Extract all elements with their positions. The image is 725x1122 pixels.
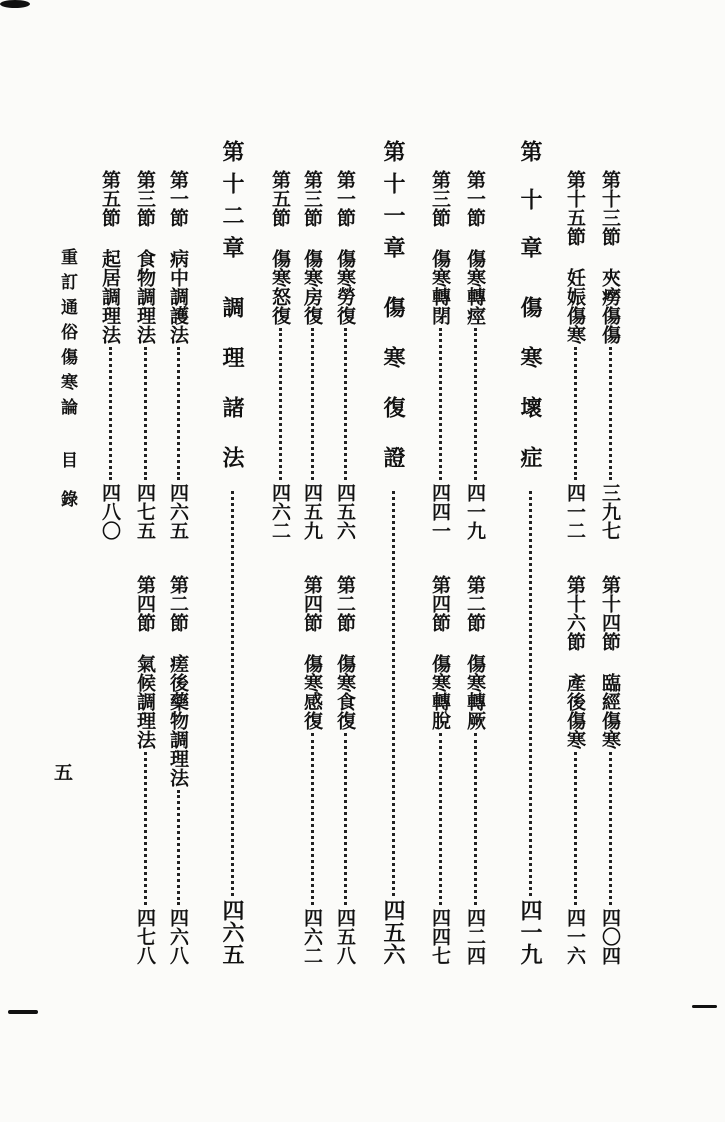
chapter-label: 第十二章: [219, 140, 245, 268]
section-title: 食物調理法: [134, 249, 156, 344]
section-page: 四七八: [134, 908, 156, 965]
section-page: 四八〇: [99, 483, 121, 540]
section-title: 起居調理法: [99, 249, 121, 344]
section-title: 傷寒感復: [301, 654, 323, 730]
dot-leader: [311, 328, 314, 480]
running-header: [52, 248, 80, 529]
section-entry: [131, 575, 159, 965]
section-entry: [298, 170, 326, 540]
chapter-entry: [516, 140, 544, 965]
section-entry: [164, 575, 192, 965]
section-label: 第三節: [301, 170, 323, 227]
section-page: 四〇四: [599, 908, 621, 965]
section-label: 第四節: [429, 575, 451, 632]
section-page: 四六二: [269, 483, 291, 540]
chapter-label: 第十一章: [380, 140, 406, 268]
scan-smudge: [8, 1010, 38, 1014]
section-label: 第二節: [464, 575, 486, 632]
section-title: 病中調護法: [167, 249, 189, 344]
dot-leader: [529, 491, 532, 896]
section-title: 傷寒勞復: [334, 249, 356, 325]
section-page: 四五六: [334, 483, 356, 540]
dot-leader: [144, 752, 147, 905]
section-title: 傷寒房復: [301, 249, 323, 325]
dot-leader: [177, 790, 180, 905]
section-label: 第五節: [99, 170, 121, 227]
dot-leader: [344, 733, 347, 905]
section-title: 傷寒轉厥: [464, 654, 486, 730]
section-label: 第十三節: [599, 170, 621, 246]
section-title: 傷寒怒復: [269, 249, 291, 325]
chapter-entry: [379, 140, 407, 965]
section-entry: [131, 170, 159, 540]
section-entry: [426, 575, 454, 965]
section-entry: [331, 170, 359, 540]
dot-leader: [474, 733, 477, 905]
section-title: 產後傷寒: [564, 673, 586, 749]
chapter-page: 四五六: [380, 899, 406, 965]
dot-leader: [311, 733, 314, 905]
section-title: 妊娠傷寒: [564, 268, 586, 344]
dot-leader: [144, 347, 147, 480]
section-label: 第一節: [334, 170, 356, 227]
section-title: 傷寒轉脫: [429, 654, 451, 730]
section-title: 傷寒轉閉: [429, 249, 451, 325]
book-title: 重訂通俗傷寒論: [57, 248, 77, 423]
section-page: 四六八: [167, 908, 189, 965]
dot-leader: [231, 491, 234, 896]
section-title: 夾癆傷傷: [599, 268, 621, 344]
section-entry: [266, 170, 294, 540]
dot-leader: [574, 347, 577, 480]
section-label: 第四節: [134, 575, 156, 632]
section-label: 第二節: [167, 575, 189, 632]
section-label: 第四節: [301, 575, 323, 632]
section-entry: [561, 575, 589, 965]
section-label: 第十六節: [564, 575, 586, 651]
dot-leader: [474, 328, 477, 480]
scan-smudge: [0, 0, 30, 8]
section-entry: [461, 575, 489, 965]
section-title: 瘥後藥物調理法: [167, 654, 189, 787]
section-page: 四二四: [464, 908, 486, 965]
section-entry: [561, 170, 589, 540]
section-entry: [596, 575, 624, 965]
dot-leader: [177, 347, 180, 480]
dot-leader: [109, 347, 112, 480]
section-entry: [426, 170, 454, 540]
chapter-page: 四一九: [517, 899, 543, 965]
scan-smudge: [692, 1005, 717, 1008]
dot-leader: [344, 328, 347, 480]
section-entry: [298, 575, 326, 965]
section-label: 第三節: [429, 170, 451, 227]
section-page: 四一二: [564, 483, 586, 540]
section-entry: [596, 170, 624, 540]
dot-leader: [392, 491, 395, 896]
section-page: 四五八: [334, 908, 356, 965]
section-page: 四四一: [429, 483, 451, 540]
dot-leader: [439, 328, 442, 480]
section-page: 三九七: [599, 483, 621, 540]
section-entry: [461, 170, 489, 540]
section-label: 第十五節: [564, 170, 586, 246]
section-label: 第十四節: [599, 575, 621, 651]
section-label: 第二節: [334, 575, 356, 632]
section-page: 四五九: [301, 483, 323, 540]
section-page: 四一九: [464, 483, 486, 540]
section-title: 傷寒轉痙: [464, 249, 486, 325]
section-entry: [164, 170, 192, 540]
section-title: 傷寒食復: [334, 654, 356, 730]
section-entry: [331, 575, 359, 965]
section-label: 第一節: [464, 170, 486, 227]
dot-leader: [574, 752, 577, 905]
section-page: 四一六: [564, 908, 586, 965]
chapter-page: 四六五: [219, 899, 245, 965]
section-label: 第三節: [134, 170, 156, 227]
page-number: 五: [54, 762, 74, 784]
section-title: 目錄: [57, 451, 77, 529]
section-title: 臨經傷寒: [599, 673, 621, 749]
dot-leader: [279, 328, 282, 480]
chapter-entry: [218, 140, 246, 965]
section-page: 四七五: [134, 483, 156, 540]
section-title: 氣候調理法: [134, 654, 156, 749]
dot-leader: [609, 347, 612, 480]
dot-leader: [439, 733, 442, 905]
chapter-label: 第十章: [517, 140, 543, 284]
section-page: 四四七: [429, 908, 451, 965]
section-page: 四六二: [301, 908, 323, 965]
chapter-title: 傷寒壞症: [517, 296, 543, 496]
chapter-title: 調理諸法: [219, 296, 245, 496]
section-entry: [96, 170, 124, 540]
chapter-title: 傷寒復證: [380, 296, 406, 496]
section-label: 第五節: [269, 170, 291, 227]
section-label: 第一節: [167, 170, 189, 227]
section-page: 四六五: [167, 483, 189, 540]
dot-leader: [609, 752, 612, 905]
